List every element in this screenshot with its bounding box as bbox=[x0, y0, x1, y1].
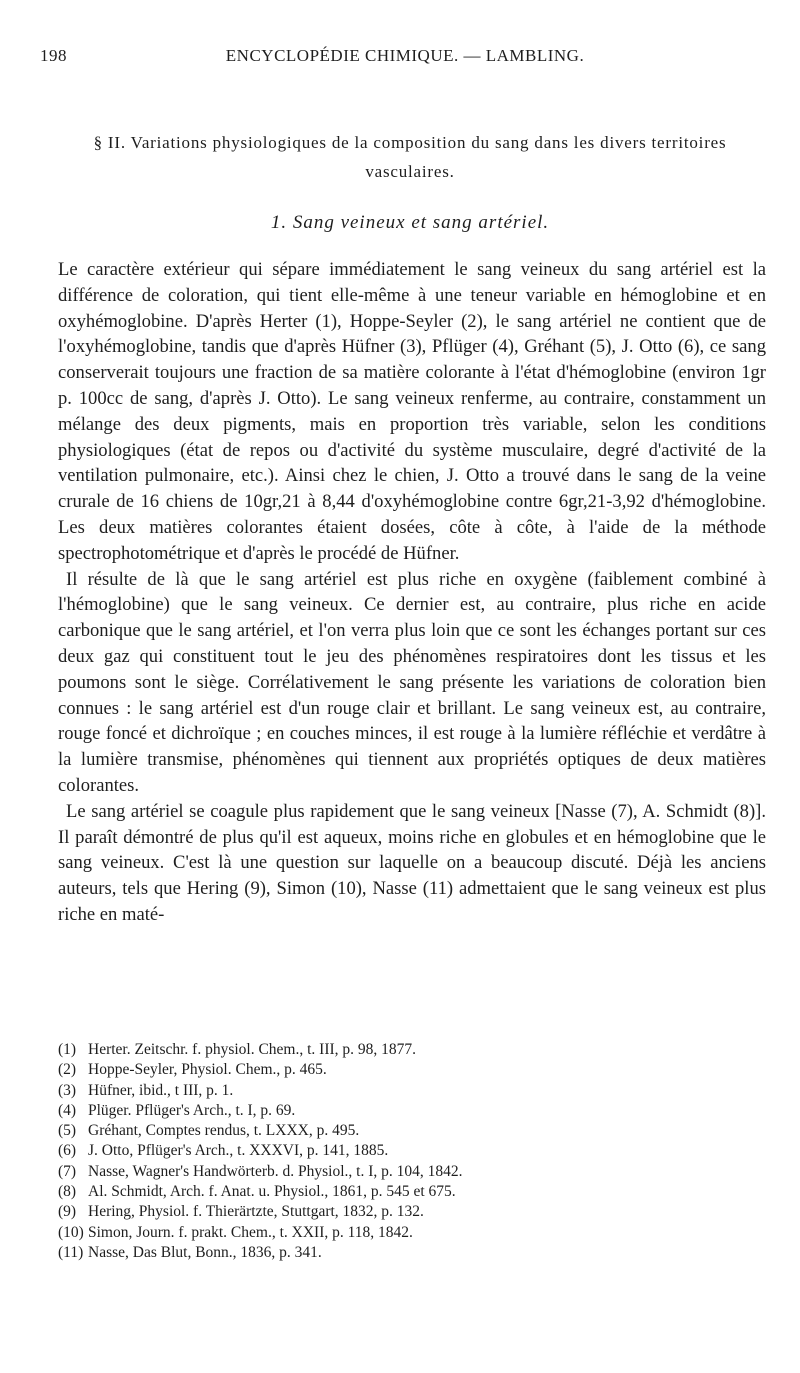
footnote-text: Hoppe-Seyler, Physiol. Chem., p. 465. bbox=[88, 1061, 327, 1079]
footnote-text: Al. Schmidt, Arch. f. Anat. u. Physiol., 1861, p. 545 et 675. bbox=[88, 1183, 456, 1201]
footnote-number: (3) bbox=[58, 1081, 77, 1099]
footnote-number: (10) bbox=[58, 1223, 84, 1241]
footnote-text: Gréhant, Comptes rendus, t. LXXX, p. 495. bbox=[88, 1122, 360, 1140]
footnote-text: Nasse, Das Blut, Bonn., 1836, p. 341. bbox=[88, 1243, 322, 1261]
footnote-number: (6) bbox=[58, 1142, 77, 1160]
footnote bbox=[58, 1141, 758, 1161]
footnote-text: J. Otto, Pflüger's Arch., t. XXXVI, p. 141, 1885. bbox=[88, 1142, 389, 1160]
footnote-text: Simon, Journ. f. prakt. Chem., t. XXII, p. 118, 1842. bbox=[88, 1223, 413, 1241]
footnote-number: (5) bbox=[58, 1122, 77, 1140]
paragraph: Le caractère extérieur qui sépare immédiatement le sang veineux du sang artériel est la différence de coloration, qui tient elle-même à une teneur variable en hémoglobine et en oxyhémoglobine. D'après Herter (1), Hoppe-Seyler (2), le sang artériel ne contient que de l'oxyhémoglobine, tandis que d'après Hüfner (3), Pflüger (4), Gréhant (5), J. Otto (6), ce sang conserverait toujours une fraction de sa matière colorante à l'état d'hémoglobine (environ 1gr p. 100cc de sang, d'après J. Otto). Le sang veineux renferme, au contraire, constamment un mélange des deux pigments, mais en proportion très variable, selon les conditions physiologiques (état de repos ou d'activité du système musculaire, degré d'activité de la ventilation pulmonaire, etc.). Ainsi chez le chien, J. Otto a trouvé dans le sang de la veine crurale de 16 chiens de 10gr,21 à 8,44 d'oxyhémoglobine contre 6gr,21-3,92 d'hémoglobine. Les deux matières colorantes étaient dosées, côte à côte, à l'aide de la méthode spectrophotométrique et d'après le procédé de Hüfner. bbox=[58, 259, 766, 564]
footnote-text: Hering, Physiol. f. Thierärtzte, Stuttgart, 1832, p. 132. bbox=[88, 1203, 424, 1221]
footnote bbox=[58, 1243, 758, 1263]
running-title: ENCYCLOPÉDIE CHIMIQUE. — LAMBLING. bbox=[225, 46, 585, 65]
footnote-number: (4) bbox=[58, 1101, 77, 1119]
paragraph: Il résulte de là que le sang artériel est plus riche en oxygène (faiblement combiné à l'hémoglobine) que le sang veineux. Ce dernier est, au contraire, plus riche en acide carbonique que le sang artériel, et l'on verra plus loin que ce sont les échanges portant sur ces deux gaz qui constituent tout le jeu des phénomènes respiratoires dont les tissus et les poumons sont le siège. Corrélativement le sang présente les variations de coloration bien connues : le sang artériel est d'un rouge clair et brillant. Le sang veineux est, au contraire, rouge foncé et dichroïque ; en couches minces, il est rouge à la lumière réfléchie et verdâtre à la lumière transmise, phénomènes qui tiennent aux propriétés optiques de deux matières colorantes. bbox=[58, 568, 766, 796]
paragraph: Le sang artériel se coagule plus rapidement que le sang veineux [Nasse (7), A. Schmidt (8)]. Il paraît démontré de plus qu'il est aqueux, moins riche en globules et en hémoglobine que le sang veineux. C'est là une question sur laquelle on a beaucoup discuté. Déjà les anciens auteurs, tels que Hering (9), Simon (10), Nasse (11) admettaient que le sang veineux est plus riche en maté- bbox=[58, 800, 766, 925]
footnote bbox=[58, 1202, 758, 1222]
footnote-number: (1) bbox=[58, 1041, 77, 1058]
footnote-text: Herter. Zeitschr. f. physiol. Chem., t. III, p. 98, 1877. bbox=[88, 1041, 417, 1058]
footnote bbox=[58, 1060, 758, 1080]
running-header bbox=[40, 40, 770, 70]
footnote bbox=[58, 1081, 758, 1101]
footnote-text: Nasse, Wagner's Handwörterb. d. Physiol., t. I, p. 104, 1842. bbox=[88, 1162, 463, 1180]
body-text bbox=[58, 257, 766, 928]
footnote bbox=[58, 1182, 758, 1202]
footnote-number: (7) bbox=[58, 1162, 77, 1180]
subsection-title: 1. Sang veineux et sang artériel. bbox=[270, 212, 550, 233]
footnote-number: (2) bbox=[58, 1061, 77, 1079]
footnote bbox=[58, 1162, 758, 1182]
footnote bbox=[58, 1121, 758, 1141]
footnote bbox=[58, 1040, 758, 1060]
page-number: 198 bbox=[40, 46, 67, 65]
section-heading: § II. Variations physiologiques de la composition du sang dans les divers territoires vasculaires. bbox=[93, 133, 727, 181]
footnote-number: (9) bbox=[58, 1203, 77, 1221]
footnote-number: (8) bbox=[58, 1183, 77, 1201]
footnote-text: Hüfner, ibid., t III, p. 1. bbox=[88, 1081, 234, 1099]
footnote-number: (11) bbox=[58, 1243, 84, 1261]
footnote-text: Plüger. Pflüger's Arch., t. I, p. 69. bbox=[88, 1101, 296, 1119]
footnote bbox=[58, 1223, 758, 1243]
footnotes bbox=[58, 1040, 758, 1263]
footnote bbox=[58, 1101, 758, 1121]
